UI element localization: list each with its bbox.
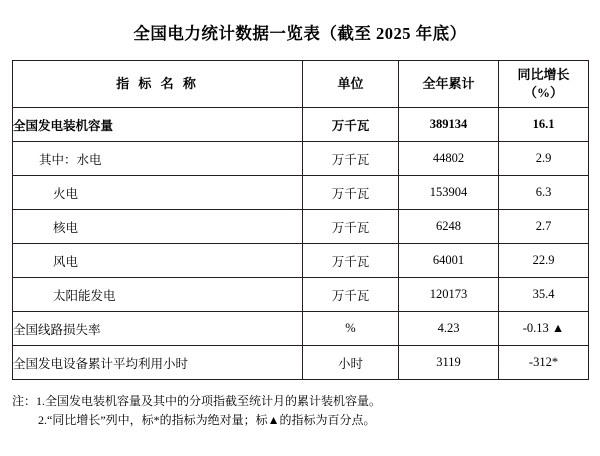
row-indicator-name: 火电: [13, 176, 303, 210]
row-total: 153904: [399, 176, 499, 210]
row-unit: 万千瓦: [303, 142, 399, 176]
row-yoy: 16.1: [499, 108, 589, 142]
row-indicator-name: 全国线路损失率: [13, 312, 303, 346]
table-row: [13, 142, 589, 176]
table-row: [13, 278, 589, 312]
row-unit: %: [303, 312, 399, 346]
column-header-yoy: [499, 61, 589, 108]
row-indicator-name: 全国发电装机容量: [13, 108, 303, 142]
table-row: [13, 244, 589, 278]
row-yoy: -0.13 ▲: [499, 312, 589, 346]
row-yoy: -312*: [499, 346, 589, 380]
row-unit: 万千瓦: [303, 278, 399, 312]
column-header-unit: [303, 61, 399, 108]
table-header-row: [13, 61, 589, 108]
table-row: [13, 210, 589, 244]
row-total: 64001: [399, 244, 499, 278]
power-statistics-table: [12, 60, 589, 380]
page-title: 全国电力统计数据一览表（截至 2025 年底）: [133, 24, 467, 43]
note-line-1: 注：1.全国发电装机容量及其中的分项指截至统计月的累计装机容量。: [12, 394, 382, 408]
column-header-indicator: [13, 61, 303, 108]
row-unit: 万千瓦: [303, 244, 399, 278]
column-header-unit-label: 单位: [337, 76, 364, 92]
row-total: 389134: [399, 108, 499, 142]
row-total: 4.23: [399, 312, 499, 346]
row-indicator-name: 太阳能发电: [13, 278, 303, 312]
column-header-total: [399, 61, 499, 108]
column-header-yoy-label: 同比增长: [517, 67, 570, 83]
table-notes: [12, 392, 588, 429]
row-yoy: 35.4: [499, 278, 589, 312]
row-yoy: 2.9: [499, 142, 589, 176]
row-indicator-name: 其中：水电: [13, 142, 303, 176]
row-yoy: 22.9: [499, 244, 589, 278]
row-total: 6248: [399, 210, 499, 244]
row-total: 44802: [399, 142, 499, 176]
row-indicator-name: 风电: [13, 244, 303, 278]
table-row: [13, 176, 589, 210]
column-header-total-label: 全年累计: [422, 76, 475, 92]
row-indicator-name: 核电: [13, 210, 303, 244]
row-yoy: 6.3: [499, 176, 589, 210]
table-row: [13, 346, 589, 380]
note-line-2: 2.“同比增长”列中，标*的指标为绝对量；标▲的指标为百分点。: [38, 412, 376, 427]
row-indicator-name: 全国发电设备累计平均利用小时: [13, 346, 303, 380]
row-unit: 万千瓦: [303, 176, 399, 210]
table-row: [13, 108, 589, 142]
column-header-indicator-label: 指 标 名 称: [116, 76, 199, 92]
row-total: 120173: [399, 278, 499, 312]
row-yoy: 2.7: [499, 210, 589, 244]
row-unit: 小时: [303, 346, 399, 380]
row-unit: 万千瓦: [303, 210, 399, 244]
row-unit: 万千瓦: [303, 108, 399, 142]
column-header-yoy-sublabel: （%）: [523, 85, 563, 100]
row-total: 3119: [399, 346, 499, 380]
table-row: [13, 312, 589, 346]
